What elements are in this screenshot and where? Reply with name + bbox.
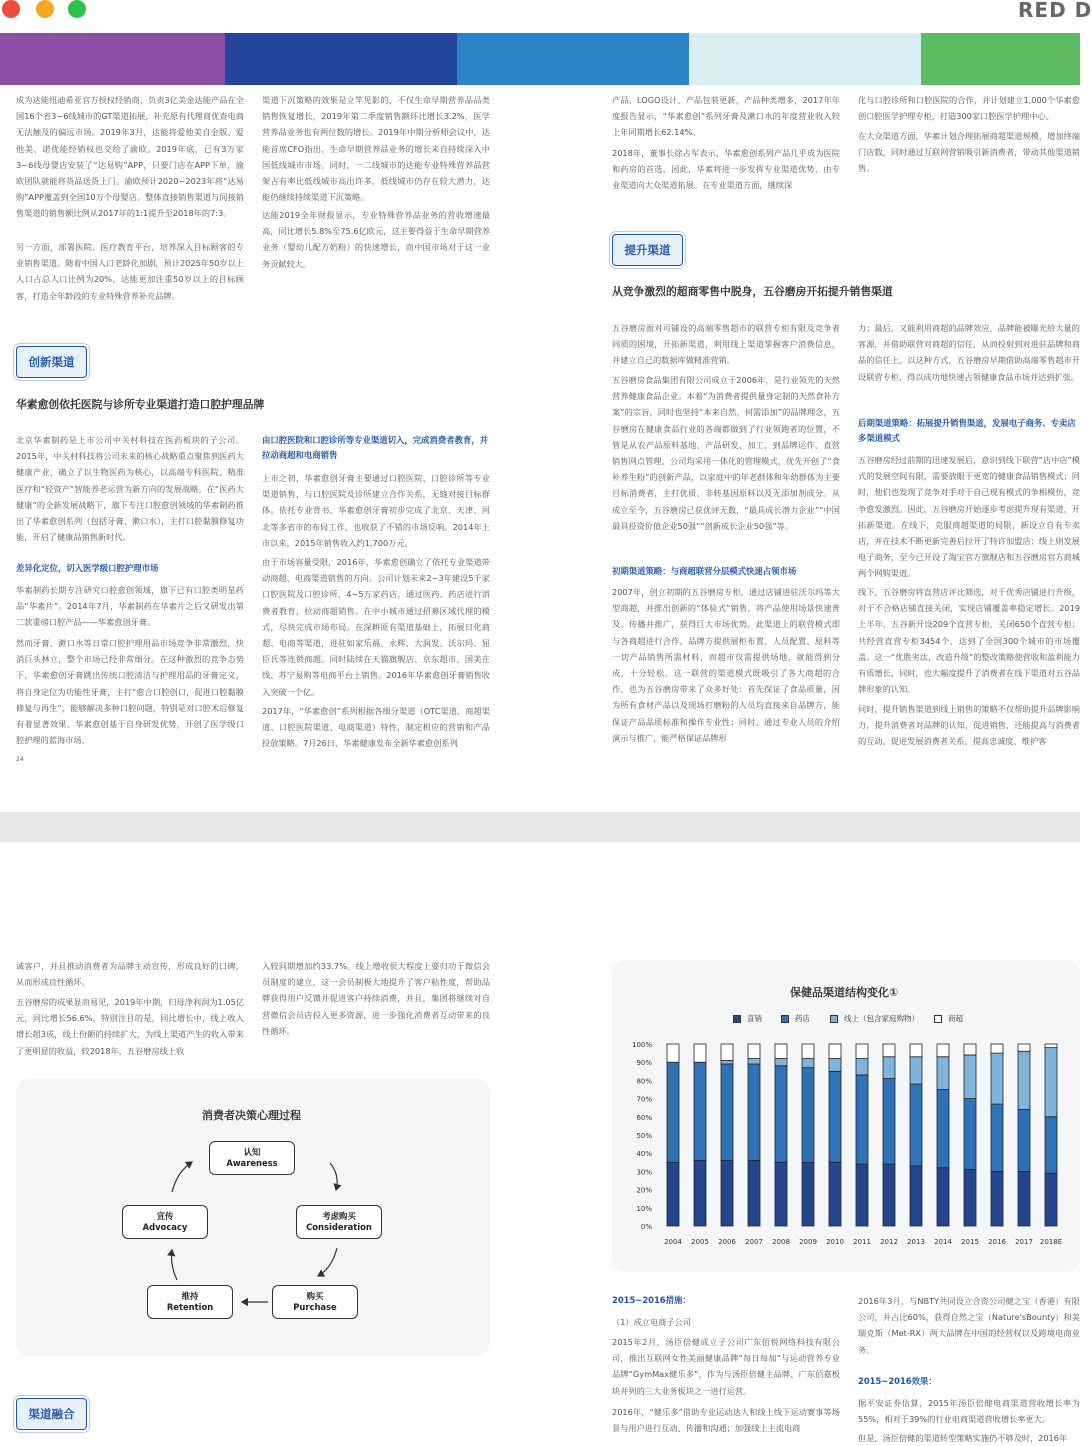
bar-segment <box>694 1044 706 1062</box>
bar-segment <box>802 1162 814 1226</box>
legend-direct-label: 直销 <box>747 1014 762 1023</box>
section2-paragraph-3: 2007年，创立初期的五谷磨房专柜，通过店铺进驻沃尔玛等大型商超，并推出创新的“体验式”销售，将产品使用场景快速普及、传播并推广，获得巨大市场优势。此渠道上的联营模式即与各商超进行合作，品牌方提供展柜布置、人员配置、原料等一切产品销售所需材料，而超市仅需提供场地，就能得到分成，十分轻松。这一联营的渠道模式既吸引了各大商超的合作，也为五谷磨房带来了众多好处：首先保证了食品质量，因为所有食材产品以及现场打磨粉的人员均直接来自品牌方，能保证产品品质标准和操作专业性；同时，通过专业人员的介绍演示与推广，能严格保证品牌形 <box>612 587 840 743</box>
x-tick-label: 2011 <box>853 1238 871 1246</box>
bar-segment <box>775 1044 787 1059</box>
bar-segment <box>1045 1117 1057 1173</box>
node-purchase-en: Purchase <box>293 1302 337 1312</box>
x-tick-label: 2005 <box>691 1238 709 1246</box>
lower-col4-subheading-1: 2015~2016效果： <box>858 1376 937 1386</box>
bar-segment <box>856 1059 868 1075</box>
x-tick-label: 2016 <box>988 1238 1006 1246</box>
bar-segment <box>667 1062 679 1162</box>
x-tick-label: 2017 <box>1015 1238 1033 1246</box>
y-tick-label: 50% <box>636 1132 652 1140</box>
lower-col2-paragraph-1: 入较同期增加约33.7%。线上增收很大程度上要归功于微信会员制度的建立，这一会员制极大地提升了客户粘性度，帮助品牌获得用户反馈并促进客户持续消费，并且，集团将继续对自营微信会员店投入更多资源，进一步强化消费者互动带来的良性循环。 <box>262 961 490 1036</box>
bar-segment <box>1045 1173 1057 1226</box>
section2-paragraph-6: 线下，五谷磨房将直营店评比筛选，对于优秀店铺进行升级，对于不合格店铺直接关闭，实现店铺覆盖率稳定增长。2019上半年，五谷新开设209个直营专柜，关闭650个直营专柜；共经营直营专柜3454个，达到了全国300个城市的市场覆盖。这一“优胜劣汰，改造升级”的整改策略使营收和盈利能力有质增长，同时，也大幅度提升了消费者在线下渠道对五谷品牌形象的认知。 <box>858 587 1080 695</box>
section-tag-innovation: 创新渠道 <box>16 346 87 378</box>
bar-segment <box>694 1160 706 1226</box>
section2-paragraph-1: 五谷磨房面对可铺设的高端零售超市的联营专柜有限及竞争者同质的困境，开拓新渠道，利用线上渠道掌握客户消费信息，并建立自己的数据库做精准营销。 <box>612 323 840 366</box>
bar-segment <box>856 1075 868 1164</box>
section1-subheading-1: 差异化定位，切入医学级口腔护理市场 <box>16 563 159 573</box>
bar-segment <box>775 1059 787 1066</box>
bar-segment <box>856 1164 868 1226</box>
section1-paragraph-6: 2017年，“华素愈创”系列根据各细分渠道（OTC渠道、商超渠道、口腔医院渠道、电商渠道）特性，制定相应的营销和产品投放策略。7月26日，华素健康发布全新华素愈创系列 <box>262 706 490 749</box>
bar-segment <box>667 1162 679 1226</box>
section-tag-channel-fusion: 渠道融合 <box>16 1398 87 1430</box>
section2-subheading-1: 初期渠道策略：与商超联营分层模式快速占领市场 <box>612 566 797 576</box>
x-tick-label: 2009 <box>799 1238 817 1246</box>
x-tick-label: 2007 <box>745 1238 763 1246</box>
arrow-consideration-to-purchase <box>318 1248 337 1276</box>
node-advocacy-cn: 宣传 <box>156 1211 174 1221</box>
x-tick-label: 2010 <box>826 1238 844 1246</box>
col1-paragraph-1: 成为达能纽迪希亚官方授权经销商，负责3亿美金达能产品在全国16个省3~6线城市的GT渠道拓展，补充原有代理商优查电商无法触及的偏远市场。2019年3月，达能将爱他美自金版、爱他美、诺优能经销权也交给了渝欧。2019年底，已有3万家3~6线母婴店安装了“达易购”APP，只要门店在APP下单，渝欧团队就能将货品送货上门。渝欧预计2020~2023年将“达易购”APP覆盖到全国10万个母婴店。整体直接销售渠道与间接销售渠道的销售额比例从2017年的1:1提升至2018年的7:3。 <box>16 95 244 219</box>
section2-paragraph-7: 同时，提升销售渠道到线上销售的策略不仅帮助提升品牌影响力，提升消费者对品牌的认知，促进销售，还能提高与消费者的互动，促进发展消费者关系，提高忠诚度，维护客 <box>858 704 1080 747</box>
bar-segment <box>721 1160 733 1226</box>
lower-col4-paragraph-2: 据平安证券估算，2015年汤臣倍健电商渠道营收增长率为55%，相对于39%的行业电商渠道营收增长率更大。 <box>858 1398 1080 1425</box>
lower-col4-paragraph-3: 但是，汤臣倍健的渠道转型策略实施仍不够及时，2016年 <box>858 1433 1068 1443</box>
bar-segment <box>748 1160 760 1226</box>
legend-supermarket-label: 商超 <box>948 1014 963 1023</box>
bar-segment <box>1018 1171 1030 1226</box>
bar-segment <box>910 1044 922 1057</box>
bar-segment <box>802 1059 814 1068</box>
col3-paragraph-2: 2018年，董事长徐占军表示，华素愈创系列产品几乎成为医院和药房的首选，因此，华素将进一步发挥专业渠道优势，由专业渠道向大众渠道拓展。在专业渠道方面，继续深 <box>612 148 840 191</box>
arrow-retention-to-advocacy <box>172 1250 177 1280</box>
lower-col3-paragraph-2: 2015年2月，汤臣倍健成立子公司广东佰悦网络科技有限公司，推出互联网女性美丽健康品牌“每日每加”与运动营养专业品牌“GymMax健乐多”，作为与汤臣倍健主品牌、广东佰嘉板块并列的三大业务板块之一进行运营。 <box>612 1337 840 1396</box>
bar-segment <box>991 1171 1003 1226</box>
y-tick-label: 90% <box>636 1059 652 1068</box>
bar-segment <box>910 1084 922 1166</box>
bar-segment <box>964 1044 976 1055</box>
y-tick-label: 100% <box>631 1041 652 1049</box>
y-tick-label: 70% <box>636 1095 652 1104</box>
stacked-bar-chart <box>612 1030 1080 1260</box>
bar-segment <box>802 1068 814 1163</box>
section1-paragraph-4: 上市之初，华素愈创牙膏主要通过口腔医院、口腔诊所等专业渠道销售，与口腔医院及诊所建立合作关系，无缝对接目标群体。依托专业背书，华素愈创牙膏初步完成了北京、天津、河北等多省市的布局工作，也收获了不错的市场反响。2014年上市以来，2015年销售收入约1,700万元。 <box>262 473 490 548</box>
bar-segment <box>991 1044 1003 1053</box>
bar-segment <box>883 1044 895 1057</box>
bar-segment <box>937 1168 949 1226</box>
bar-segment <box>964 1055 976 1099</box>
section2-heading: 从竞争激烈的超商零售中脱身，五谷磨房开拓提升销售渠道 <box>612 285 893 298</box>
section-tag-upgrade: 提升渠道 <box>612 234 683 266</box>
bar-segment <box>694 1062 706 1160</box>
bar-segment <box>991 1104 1003 1171</box>
node-purchase-cn: 购买 <box>306 1291 324 1301</box>
y-tick-label: 30% <box>636 1168 652 1177</box>
decision-diagram-title: 消费者决策心理过程 <box>202 1109 301 1122</box>
bar-segment <box>1018 1051 1030 1109</box>
section1-paragraph-1: 北京华素制药是上市公司中关村科技在医药板块的子公司。2015年，中关村科技将公司未来的核心战略重点聚焦到医药大健康产业，确立了以生物医药为核心，以高端专科医院、精准医疗和“轻资产”智能养老运营为新方向的发展战略。在“医药大健康”的全新发展战略下，旗下专注口腔愈创领域的华素制药推出了华素愈创系列（包括牙膏、漱口水），主打口腔黏膜修复功能，开启了健康品销售新时代。 <box>16 435 244 543</box>
bar-segment <box>991 1053 1003 1104</box>
node-consideration-en: Consideration <box>306 1222 372 1232</box>
section1-heading: 华素愈创依托医院与诊所专业渠道打造口腔护理品牌 <box>16 398 265 411</box>
bar-segment <box>964 1099 976 1170</box>
legend-direct-swatch <box>733 1015 741 1023</box>
section1-subheading-2: 由口腔医院和口腔诊所等专业渠道切入，完成消费者教育，并拉动商超和电商销售 <box>262 435 489 460</box>
col1-paragraph-2: 另一方面，部署医院、医疗教育平台，培养深入目标顾客的专业销售渠道。随着中国人口老龄化加剧，预计2025年50岁以上人口占总人口比例为20%，达能更加注重50岁以上的目标顾客，打造全年龄段的专业特殊营养补充品牌。 <box>16 242 244 301</box>
section2-paragraph-2: 五谷磨房食品集团有限公司成立于2006年，是行业领先的天然营养健康食品企业。本着“为消费者提供量身定制的天然食补方案”的宗旨，同时也坚持“本来自然，何需添加”的品牌理念，五谷磨房在健康食品行业的各端都做到了行业领跑者的位置，不管是从农产品原料基地、产品研发、加工，到品牌运作、直营销售网点管理，公司均采用一体化的管理模式，优先开创了“食补养生粉”的创新产品，以家庭中的年老群体和年幼群体为主要目标消费者，主打优质、非转基因原料以及无添加剂成分。从成立至今，五谷磨房已获优评无数，“最具成长潜力企业”“中国最具投资价值企业50强”“创新成长企业50强”等。 <box>612 375 840 531</box>
node-consideration-cn: 考虑购买 <box>322 1211 356 1221</box>
bar-segment <box>964 1170 976 1226</box>
bar-segment <box>910 1057 922 1084</box>
bar-segment <box>721 1060 733 1064</box>
lower-col4-paragraph-1: 2016年3月，与NBTY共同设立合资公司健之宝（香港）有限公司，并占比60%，获得自然之宝（Nature'sBounty）和美瑞克斯（Met-RX）两大品牌在中国的经营权以及跨境电商业务。 <box>858 1296 1080 1355</box>
bar-segment <box>829 1071 841 1162</box>
arrow-awareness-to-consideration <box>330 1163 337 1190</box>
lower-col1-paragraph-1: 诚客户，并且推动消费者为品牌主动宣传，形成良好的口碑，从而形成良性循环。 <box>16 961 244 988</box>
node-retention-en: Retention <box>166 1302 214 1312</box>
node-advocacy-en: Advocacy <box>142 1222 188 1232</box>
legend-pharmacy-swatch <box>781 1015 789 1023</box>
lower-col3-paragraph-1: （1）成立电商子公司 <box>612 1317 691 1327</box>
bar-segment <box>775 1162 787 1226</box>
bar-segment <box>667 1044 679 1062</box>
section1-paragraph-3: 然而牙膏、漱口水等日常口腔护理用品市场竞争非常激烈，快消巨头林立，整个市场已经非常细分。在这种激烈的竞争态势下，华素愈创牙膏跳出传统口腔清洁与护理用品的牙膏定义，将自身定位为功能性牙膏，主打“愈合口腔创口，促进口腔黏膜修复与再生”，能够解决多种口腔问题，特别是对口腔术后修复有着显著效果。华素愈创基于自身研发优势，开创了医学级口腔护理的蓝海市场。 <box>16 638 244 746</box>
node-awareness-en: Awareness <box>226 1158 278 1168</box>
x-tick-label: 2015 <box>961 1238 979 1246</box>
col2-paragraph-1: 渠道下沉策略的效果是立竿见影的，不仅生命早期营养品品类销售恢复增长，2019年第二季度销售额环比增长3.2%，医学营养品业务也有两位数的增长。2019年中期分析师会议中，达能首席CFO指出，生命早期营养品业务的增长来自持续深入中国低线城市市场。同时，一二线城市的达能专业特殊营养品营架占有率比低线城市高出许多，低线城市仍存在较大潜力，达能仍继续持续渠道下沉策略。 <box>262 95 490 203</box>
legend-online-label: 线上（包含家庭购物） <box>844 1014 919 1023</box>
x-tick-label: 2018E <box>1039 1238 1063 1246</box>
page-number: 24 <box>16 756 24 763</box>
bar-segment <box>856 1044 868 1059</box>
legend-supermarket-swatch <box>934 1015 942 1023</box>
legend-direct <box>733 1013 762 1024</box>
legend-pharmacy <box>781 1013 810 1024</box>
brand-logo-text: RED D <box>1018 0 1092 22</box>
x-tick-label: 2008 <box>772 1238 790 1246</box>
section2-paragraph-4: 力；最后，又能利用商超的品牌效应，品牌能被曝光给大量的客源，并借助联营对商超的信任，从而投射到对进驻品牌和商品的信任上。以这种方式，五谷磨房早期借助高端零售超市开设联营专柜，得以成功地快速占领健康食品市场并达到扩张。 <box>858 323 1080 382</box>
bar-segment <box>1045 1044 1057 1048</box>
bar-segment <box>721 1044 733 1060</box>
bar-segment <box>937 1044 949 1057</box>
x-tick-label: 2014 <box>934 1238 952 1246</box>
y-tick-label: 20% <box>636 1186 652 1195</box>
lower-col3-subheading-1: 2015~2016措施： <box>612 1295 691 1305</box>
bar-segment <box>1018 1110 1030 1172</box>
bar-segment <box>1045 1048 1057 1117</box>
y-tick-label: 10% <box>636 1204 652 1213</box>
chart-title: 保健品渠道结构变化① <box>790 986 899 999</box>
bar-segment <box>748 1044 760 1059</box>
y-tick-label: 0% <box>640 1223 652 1231</box>
node-retention-cn: 维持 <box>181 1291 199 1301</box>
bar-segment <box>937 1090 949 1168</box>
bar-segment <box>883 1057 895 1079</box>
bar-segment <box>802 1044 814 1059</box>
bar-segment <box>1018 1044 1030 1051</box>
arrow-advocacy-to-awareness <box>172 1162 192 1192</box>
bar-segment <box>883 1079 895 1165</box>
bar-segment <box>937 1057 949 1090</box>
x-tick-label: 2006 <box>718 1238 736 1246</box>
bar-segment <box>883 1164 895 1226</box>
section1-paragraph-2: 华素制药长期专注研究口腔愈创领域，旗下已有口腔类明星药品“华素片”。2014年7月，华素制药在华素片之后又研发出第二款重磅口腔产品——华素愈创牙膏。 <box>16 585 244 628</box>
lower-col3-paragraph-3: 2016年，“健乐多”借助专业运动达人和线上线下运动赛事等场景与用户进行互动、传播和沟通；加强线上主流电商 <box>612 1407 840 1434</box>
bar-segment <box>829 1044 841 1059</box>
section1-paragraph-5: 由于市场容量受限，2016年，华素愈创确立了依托专业渠道带动商超、电商渠道销售的方向。公司计划未来2~3年建设5千家口腔医院及口腔诊所、4~5万家药店，通过医药、药店进行消费者教育，拉动商超销售。在中小城市通过招募区域代理的模式，尽快完成市场布局。在深耕原有渠道基础上，拓展日化商超、电商等渠道，进驻如家乐福、永辉、大润发、沃尔玛、屈臣氏等连锁商超。同时陆续在天猫旗舰店、京东超市、国美在线、苏宁易购等电商平台上销售。2016年华素愈创牙膏销售收入突破一个亿。 <box>262 557 490 697</box>
y-tick-label: 40% <box>636 1150 652 1159</box>
y-tick-label: 80% <box>636 1077 652 1086</box>
legend-pharmacy-label: 药店 <box>795 1014 810 1023</box>
bar-segment <box>748 1064 760 1160</box>
x-tick-label: 2012 <box>880 1238 898 1246</box>
bar-segment <box>829 1162 841 1226</box>
x-tick-label: 2004 <box>664 1238 682 1246</box>
col4-paragraph-1: 化与口腔诊所和口腔医院的合作，并计划建立1,000个华素愈创口腔医学护理专柜，打造300家口腔医学护理中心。 <box>858 95 1080 122</box>
x-tick-label: 2013 <box>907 1238 925 1246</box>
col4-paragraph-2: 在大众渠道方面，华素计划合理拓展商超渠道规模，增加终端门店数，同时通过互联网营销吸引新消费者，带动其他渠道销售。 <box>858 131 1080 174</box>
bar-segment <box>829 1059 841 1072</box>
bar-segment <box>910 1166 922 1226</box>
y-tick-label: 60% <box>636 1113 652 1122</box>
section2-subheading-2: 后期渠道策略：拓展提升销售渠道，发展电子商务、专卖店多渠道模式 <box>858 418 1076 443</box>
node-awareness-cn: 认知 <box>243 1147 261 1157</box>
bar-segment <box>748 1059 760 1064</box>
bar-segment <box>775 1066 787 1162</box>
col2-paragraph-2: 达能2019全年财报显示，专业特殊营养品业务的营收增速最高，同比增长5.8%至75.6亿欧元，这主要得益于生命早期营养业务（婴幼儿配方奶粉）的快速增长，而中国市场对于这一业务贡献较大。 <box>262 210 490 269</box>
legend-online-swatch <box>830 1015 838 1023</box>
col3-paragraph-1: 产品、LOGO设计、产品包装更新，产品种类增多，2017年年度报告显示，“华素愈创”系列牙膏及漱口水的年度营业收入较上年同期增长62.14%。 <box>612 95 840 138</box>
legend-online <box>830 1013 919 1024</box>
lower-col1-paragraph-2: 五谷磨房的成果显而易见，2019年中期，归母净利润为1.05亿元，同比增长56.6%，特别注目的是，同比增长中，线上收入增长超3成，线上份额的持续扩大，为线上渠道产生的收入带来了更明显的收益，较2018年，五谷磨房线上收 <box>16 997 244 1056</box>
section2-paragraph-5: 五谷磨房经过前期的迅速发展后，意识到线下联营“店中店”模式的发展空间有限，需要放眼于更宽的健康食品销售模式；同时，他们也发现了竞争对手对于自己现有模式的争相模仿，竞争愈发激烈。因此，五谷磨房开始逐步考虑提升现有渠道，开拓新渠道。在线下，克服商超渠道的局限，新设立自有专卖店，并在技术不断更新完善后拉开了特许加盟店；线上则发展电子商务，至今已开设了淘宝官方旗舰店和五谷磨房官方商城两个网购渠道。 <box>858 455 1080 579</box>
legend-supermarket <box>934 1013 963 1024</box>
bar-segment <box>721 1064 733 1160</box>
